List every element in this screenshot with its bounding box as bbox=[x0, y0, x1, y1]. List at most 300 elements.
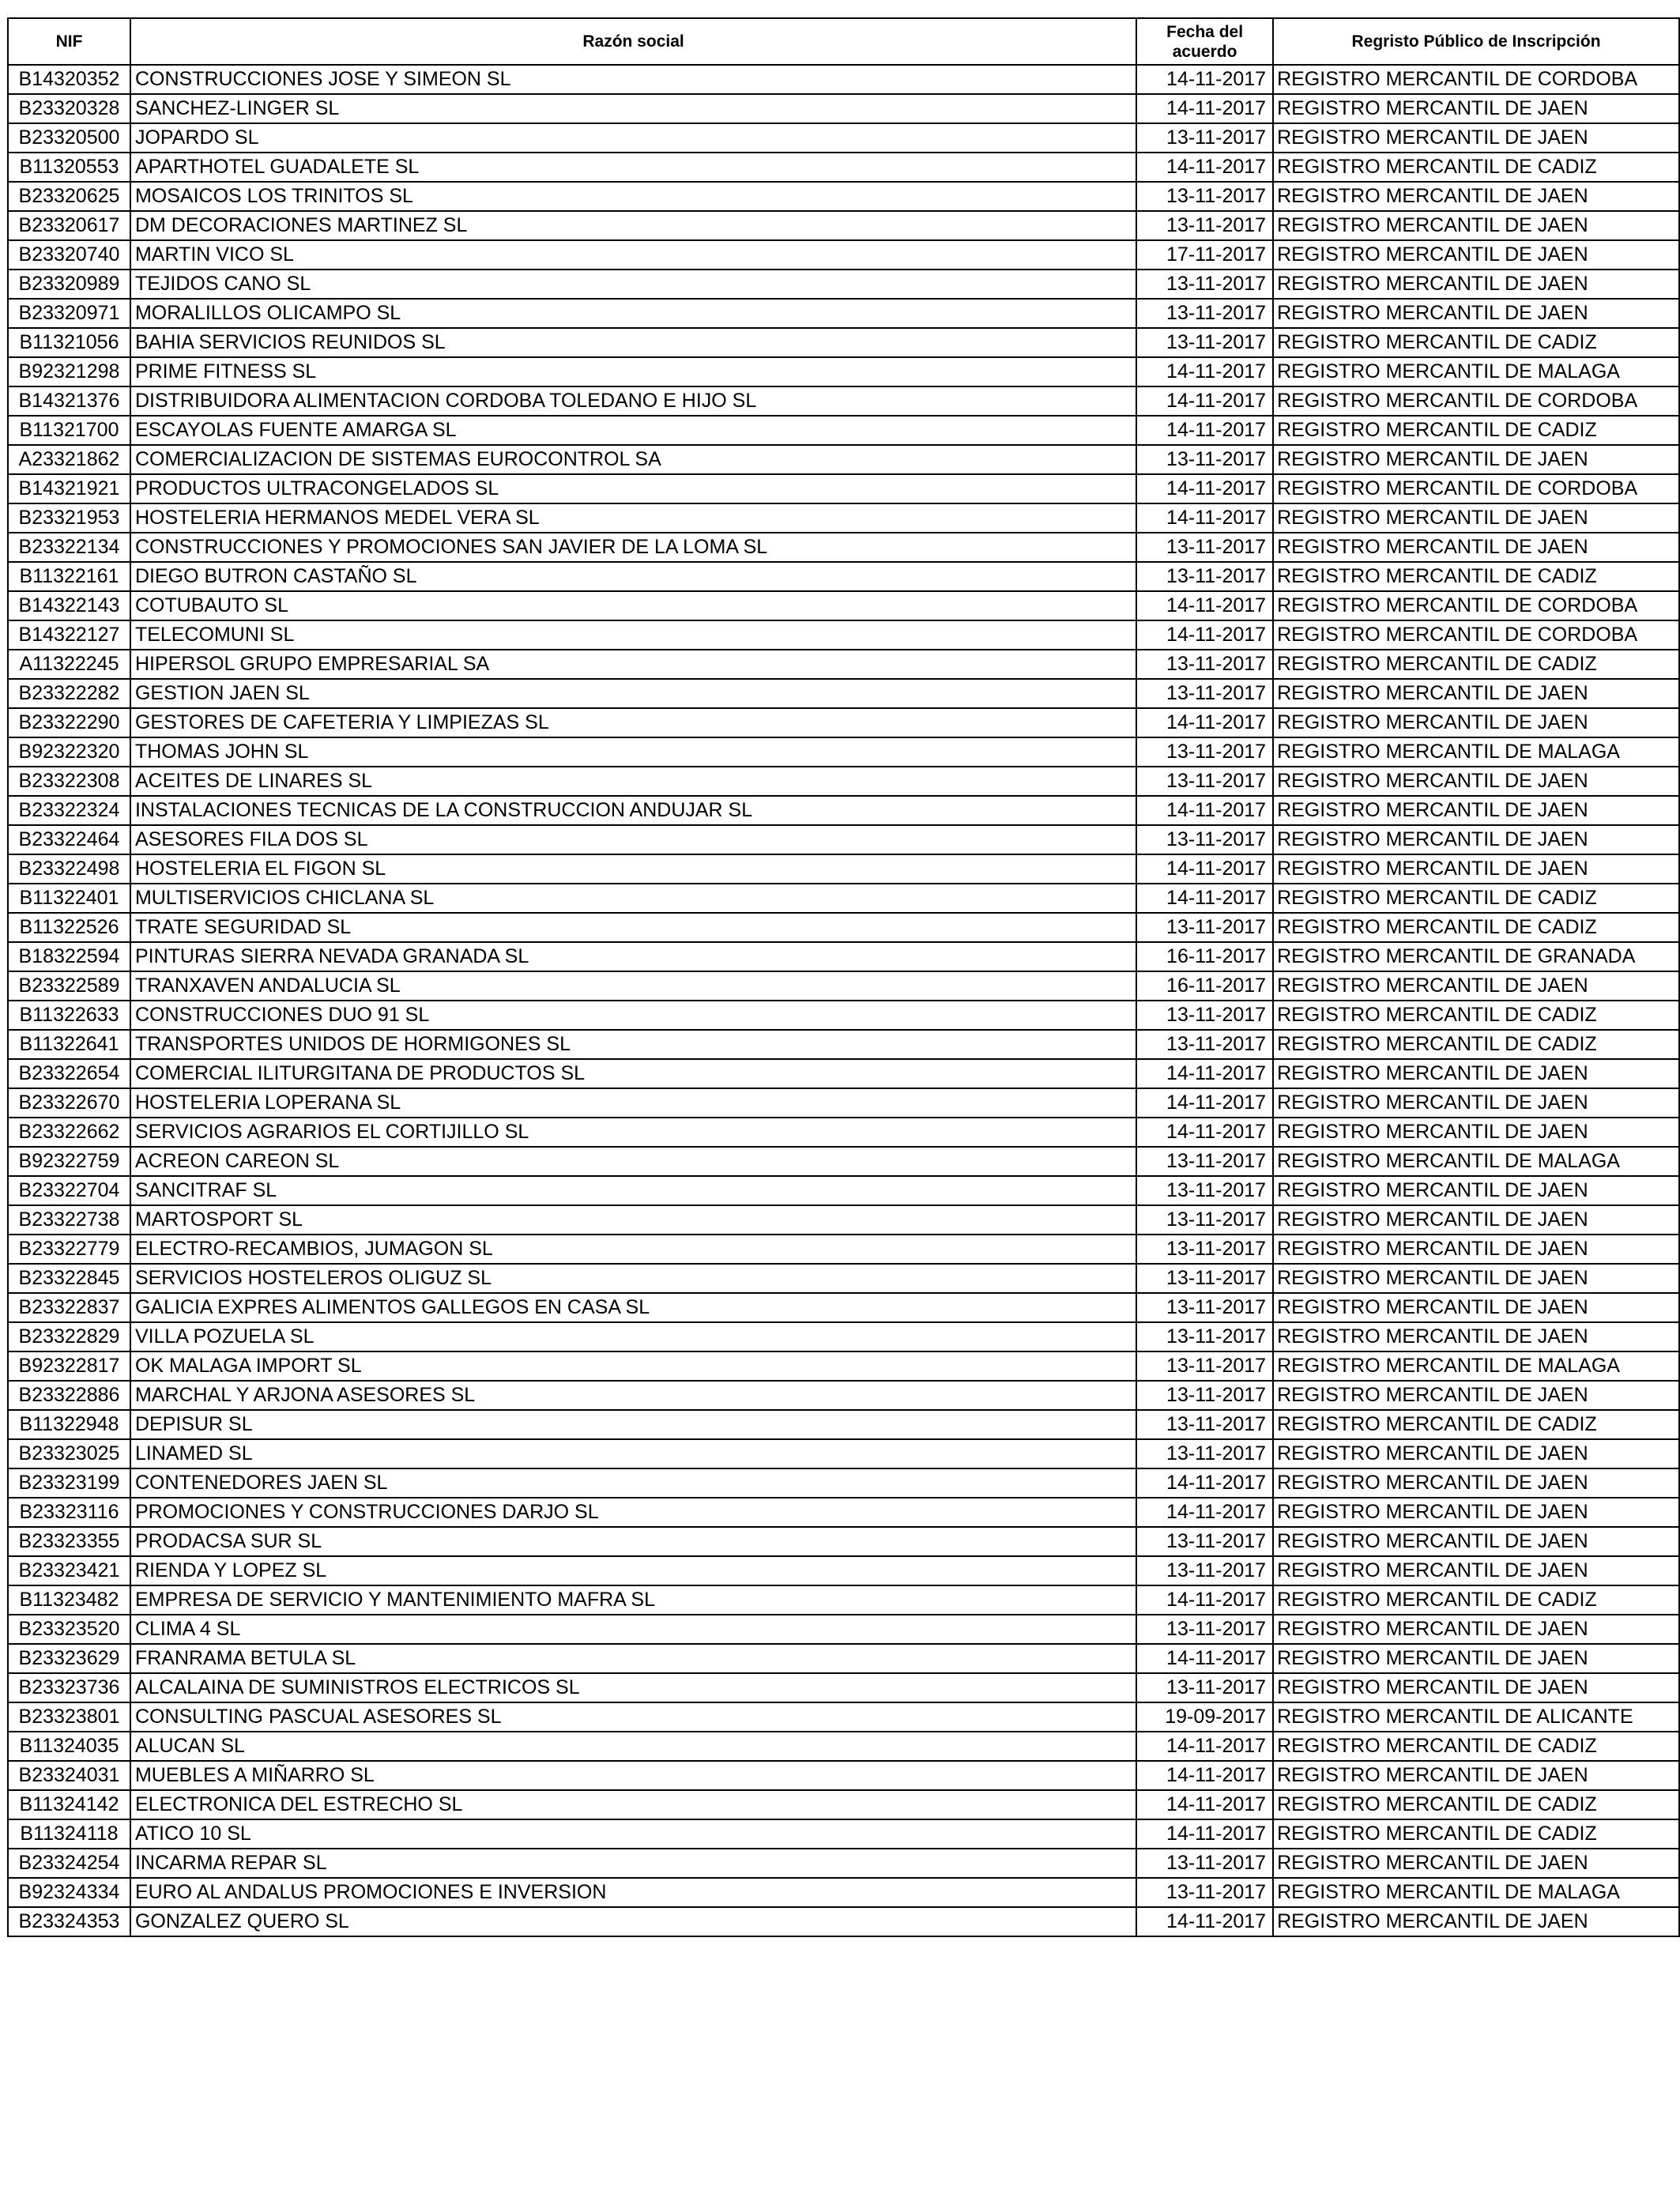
fecha-cell: 13-11-2017 bbox=[1136, 767, 1273, 796]
nif-cell: B92322817 bbox=[8, 1351, 130, 1381]
razon-social-cell: EMPRESA DE SERVICIO Y MANTENIMIENTO MAFRA SL bbox=[130, 1585, 1136, 1615]
nif-cell: B23322498 bbox=[8, 854, 130, 884]
nif-cell: B23322837 bbox=[8, 1293, 130, 1322]
table-row bbox=[8, 1468, 1679, 1498]
razon-social-cell: CONSTRUCCIONES DUO 91 SL bbox=[130, 1001, 1136, 1030]
razon-social-cell: MARCHAL Y ARJONA ASESORES SL bbox=[130, 1381, 1136, 1410]
table-body bbox=[8, 65, 1679, 1936]
fecha-cell: 13-11-2017 bbox=[1136, 1264, 1273, 1293]
table-row bbox=[8, 1819, 1679, 1849]
fecha-cell: 13-11-2017 bbox=[1136, 1615, 1273, 1644]
registro-cell: REGISTRO MERCANTIL DE JAEN bbox=[1273, 299, 1679, 328]
fecha-cell: 13-11-2017 bbox=[1136, 1849, 1273, 1878]
table-row bbox=[8, 503, 1679, 533]
razon-social-cell: MARTOSPORT SL bbox=[130, 1205, 1136, 1235]
razon-social-cell: MULTISERVICIOS CHICLANA SL bbox=[130, 884, 1136, 913]
table-row bbox=[8, 708, 1679, 737]
nif-cell: B23320617 bbox=[8, 211, 130, 240]
nif-cell: B23321953 bbox=[8, 503, 130, 533]
razon-social-cell: DISTRIBUIDORA ALIMENTACION CORDOBA TOLEDANO E HIJO SL bbox=[130, 386, 1136, 416]
nif-cell: B23320971 bbox=[8, 299, 130, 328]
nif-cell: B11322633 bbox=[8, 1001, 130, 1030]
table-row bbox=[8, 123, 1679, 153]
table-row bbox=[8, 1001, 1679, 1030]
registro-cell: REGISTRO MERCANTIL DE JAEN bbox=[1273, 211, 1679, 240]
fecha-cell: 14-11-2017 bbox=[1136, 1732, 1273, 1761]
nif-cell: B23322779 bbox=[8, 1235, 130, 1264]
nif-cell: B23323116 bbox=[8, 1498, 130, 1527]
table-row bbox=[8, 1556, 1679, 1585]
nif-cell: B11321056 bbox=[8, 328, 130, 357]
table-row bbox=[8, 620, 1679, 650]
nif-cell: B23322845 bbox=[8, 1264, 130, 1293]
nif-cell: B23322290 bbox=[8, 708, 130, 737]
registro-cell: REGISTRO MERCANTIL DE JAEN bbox=[1273, 1439, 1679, 1468]
nif-cell: B23322654 bbox=[8, 1059, 130, 1088]
table-row bbox=[8, 1088, 1679, 1118]
registro-cell: REGISTRO MERCANTIL DE CADIZ bbox=[1273, 328, 1679, 357]
table-row bbox=[8, 153, 1679, 182]
razon-social-cell: SANCHEZ-LINGER SL bbox=[130, 94, 1136, 123]
registro-cell: REGISTRO MERCANTIL DE CADIZ bbox=[1273, 1410, 1679, 1439]
nif-cell: B11322526 bbox=[8, 913, 130, 942]
table-row bbox=[8, 1439, 1679, 1468]
table-row bbox=[8, 854, 1679, 884]
registro-cell: REGISTRO MERCANTIL DE JAEN bbox=[1273, 971, 1679, 1001]
razon-social-cell: GESTION JAEN SL bbox=[130, 679, 1136, 708]
nif-cell: B23322134 bbox=[8, 533, 130, 562]
registro-cell: REGISTRO MERCANTIL DE CADIZ bbox=[1273, 1790, 1679, 1819]
table-row bbox=[8, 1205, 1679, 1235]
razon-social-cell: CLIMA 4 SL bbox=[130, 1615, 1136, 1644]
registro-cell: REGISTRO MERCANTIL DE CADIZ bbox=[1273, 913, 1679, 942]
razon-social-cell: MOSAICOS LOS TRINITOS SL bbox=[130, 182, 1136, 211]
razon-social-cell: CONSULTING PASCUAL ASESORES SL bbox=[130, 1702, 1136, 1732]
nif-cell: B11324142 bbox=[8, 1790, 130, 1819]
header-row bbox=[8, 18, 1679, 65]
razon-social-cell: INSTALACIONES TECNICAS DE LA CONSTRUCCION ANDUJAR SL bbox=[130, 796, 1136, 825]
table-row bbox=[8, 182, 1679, 211]
fecha-cell: 13-11-2017 bbox=[1136, 1381, 1273, 1410]
razon-social-cell: FRANRAMA BETULA SL bbox=[130, 1644, 1136, 1673]
table-row bbox=[8, 386, 1679, 416]
razon-social-cell: PROMOCIONES Y CONSTRUCCIONES DARJO SL bbox=[130, 1498, 1136, 1527]
registro-cell: REGISTRO MERCANTIL DE JAEN bbox=[1273, 1498, 1679, 1527]
registro-cell: REGISTRO MERCANTIL DE CADIZ bbox=[1273, 416, 1679, 445]
table-row bbox=[8, 1790, 1679, 1819]
nif-cell: B11322641 bbox=[8, 1030, 130, 1059]
registro-cell: REGISTRO MERCANTIL DE MALAGA bbox=[1273, 357, 1679, 386]
fecha-cell: 14-11-2017 bbox=[1136, 708, 1273, 737]
nif-cell: A23321862 bbox=[8, 445, 130, 474]
razon-social-cell: COTUBAUTO SL bbox=[130, 591, 1136, 620]
razon-social-cell: VILLA POZUELA SL bbox=[130, 1322, 1136, 1351]
header-fecha-line2: acuerdo bbox=[1172, 42, 1237, 61]
registro-cell: REGISTRO MERCANTIL DE JAEN bbox=[1273, 1118, 1679, 1147]
registro-cell: REGISTRO MERCANTIL DE JAEN bbox=[1273, 1322, 1679, 1351]
table-row bbox=[8, 1907, 1679, 1936]
table-row bbox=[8, 1322, 1679, 1351]
razon-social-cell: ELECTRO-RECAMBIOS, JUMAGON SL bbox=[130, 1235, 1136, 1264]
table-row bbox=[8, 942, 1679, 971]
registro-cell: REGISTRO MERCANTIL DE CADIZ bbox=[1273, 562, 1679, 591]
nif-cell: B23323736 bbox=[8, 1673, 130, 1702]
fecha-cell: 16-11-2017 bbox=[1136, 942, 1273, 971]
fecha-cell: 14-11-2017 bbox=[1136, 1585, 1273, 1615]
nif-cell: B23320328 bbox=[8, 94, 130, 123]
nif-cell: B23323421 bbox=[8, 1556, 130, 1585]
header-fecha-line1: Fecha del bbox=[1166, 22, 1244, 41]
table-row bbox=[8, 825, 1679, 854]
table-row bbox=[8, 1702, 1679, 1732]
razon-social-cell: PRIME FITNESS SL bbox=[130, 357, 1136, 386]
table-row bbox=[8, 796, 1679, 825]
nif-cell: B23322704 bbox=[8, 1176, 130, 1205]
razon-social-cell: TELECOMUNI SL bbox=[130, 620, 1136, 650]
fecha-cell: 14-11-2017 bbox=[1136, 1819, 1273, 1849]
razon-social-cell: OK MALAGA IMPORT SL bbox=[130, 1351, 1136, 1381]
razon-social-cell: JOPARDO SL bbox=[130, 123, 1136, 153]
fecha-cell: 13-11-2017 bbox=[1136, 299, 1273, 328]
registro-cell: REGISTRO MERCANTIL DE JAEN bbox=[1273, 1527, 1679, 1556]
registro-cell: REGISTRO MERCANTIL DE JAEN bbox=[1273, 1176, 1679, 1205]
table-row bbox=[8, 1351, 1679, 1381]
razon-social-cell: GONZALEZ QUERO SL bbox=[130, 1907, 1136, 1936]
razon-social-cell: COMERCIALIZACION DE SISTEMAS EUROCONTROL SA bbox=[130, 445, 1136, 474]
nif-cell: B23322886 bbox=[8, 1381, 130, 1410]
fecha-cell: 13-11-2017 bbox=[1136, 1351, 1273, 1381]
header-registro: Regristo Público de Inscripción bbox=[1273, 18, 1679, 65]
fecha-cell: 16-11-2017 bbox=[1136, 971, 1273, 1001]
razon-social-cell: COMERCIAL ILITURGITANA DE PRODUCTOS SL bbox=[130, 1059, 1136, 1088]
registro-cell: REGISTRO MERCANTIL DE JAEN bbox=[1273, 1615, 1679, 1644]
nif-cell: B92322320 bbox=[8, 737, 130, 767]
razon-social-cell: PINTURAS SIERRA NEVADA GRANADA SL bbox=[130, 942, 1136, 971]
table-row bbox=[8, 767, 1679, 796]
registro-cell: REGISTRO MERCANTIL DE MALAGA bbox=[1273, 1147, 1679, 1176]
nif-cell: B11320553 bbox=[8, 153, 130, 182]
fecha-cell: 14-11-2017 bbox=[1136, 474, 1273, 503]
fecha-cell: 14-11-2017 bbox=[1136, 884, 1273, 913]
fecha-cell: 13-11-2017 bbox=[1136, 1673, 1273, 1702]
fecha-cell: 13-11-2017 bbox=[1136, 1293, 1273, 1322]
razon-social-cell: CONSTRUCCIONES Y PROMOCIONES SAN JAVIER DE LA LOMA SL bbox=[130, 533, 1136, 562]
registro-cell: REGISTRO MERCANTIL DE JAEN bbox=[1273, 1088, 1679, 1118]
razon-social-cell: CONTENEDORES JAEN SL bbox=[130, 1468, 1136, 1498]
registro-cell: REGISTRO MERCANTIL DE JAEN bbox=[1273, 1205, 1679, 1235]
table-row bbox=[8, 971, 1679, 1001]
razon-social-cell: ACEITES DE LINARES SL bbox=[130, 767, 1136, 796]
fecha-cell: 14-11-2017 bbox=[1136, 1790, 1273, 1819]
nif-cell: B23323520 bbox=[8, 1615, 130, 1644]
fecha-cell: 13-11-2017 bbox=[1136, 1176, 1273, 1205]
fecha-cell: 14-11-2017 bbox=[1136, 386, 1273, 416]
nif-cell: B11322161 bbox=[8, 562, 130, 591]
nif-cell: B11323482 bbox=[8, 1585, 130, 1615]
fecha-cell: 13-11-2017 bbox=[1136, 737, 1273, 767]
table-row bbox=[8, 270, 1679, 299]
razon-social-cell: ALUCAN SL bbox=[130, 1732, 1136, 1761]
nif-cell: B14321921 bbox=[8, 474, 130, 503]
razon-social-cell: HIPERSOL GRUPO EMPRESARIAL SA bbox=[130, 650, 1136, 679]
nif-cell: B23320989 bbox=[8, 270, 130, 299]
table-row bbox=[8, 1410, 1679, 1439]
table-row bbox=[8, 1644, 1679, 1673]
fecha-cell: 13-11-2017 bbox=[1136, 1147, 1273, 1176]
nif-cell: A11322245 bbox=[8, 650, 130, 679]
table-row bbox=[8, 1673, 1679, 1702]
table-row bbox=[8, 1030, 1679, 1059]
table-row bbox=[8, 1118, 1679, 1147]
razon-social-cell: TRANXAVEN ANDALUCIA SL bbox=[130, 971, 1136, 1001]
fecha-cell: 14-11-2017 bbox=[1136, 503, 1273, 533]
fecha-cell: 13-11-2017 bbox=[1136, 445, 1273, 474]
registro-cell: REGISTRO MERCANTIL DE CADIZ bbox=[1273, 1732, 1679, 1761]
fecha-cell: 14-11-2017 bbox=[1136, 1468, 1273, 1498]
registro-cell: REGISTRO MERCANTIL DE CADIZ bbox=[1273, 884, 1679, 913]
nif-cell: B92321298 bbox=[8, 357, 130, 386]
registro-cell: REGISTRO MERCANTIL DE CADIZ bbox=[1273, 1819, 1679, 1849]
nif-cell: B11322948 bbox=[8, 1410, 130, 1439]
fecha-cell: 13-11-2017 bbox=[1136, 825, 1273, 854]
nif-cell: B23323025 bbox=[8, 1439, 130, 1468]
registro-cell: REGISTRO MERCANTIL DE CORDOBA bbox=[1273, 474, 1679, 503]
registro-cell: REGISTRO MERCANTIL DE JAEN bbox=[1273, 679, 1679, 708]
registro-cell: REGISTRO MERCANTIL DE JAEN bbox=[1273, 94, 1679, 123]
registro-cell: REGISTRO MERCANTIL DE JAEN bbox=[1273, 1468, 1679, 1498]
table-row bbox=[8, 416, 1679, 445]
header-fecha-acuerdo bbox=[1136, 18, 1273, 65]
razon-social-cell: INCARMA REPAR SL bbox=[130, 1849, 1136, 1878]
fecha-cell: 14-11-2017 bbox=[1136, 620, 1273, 650]
fecha-cell: 14-11-2017 bbox=[1136, 796, 1273, 825]
companies-table bbox=[7, 17, 1680, 1937]
table-row bbox=[8, 1585, 1679, 1615]
fecha-cell: 13-11-2017 bbox=[1136, 1527, 1273, 1556]
razon-social-cell: ATICO 10 SL bbox=[130, 1819, 1136, 1849]
nif-cell: B23322670 bbox=[8, 1088, 130, 1118]
registro-cell: REGISTRO MERCANTIL DE JAEN bbox=[1273, 533, 1679, 562]
fecha-cell: 14-11-2017 bbox=[1136, 1088, 1273, 1118]
fecha-cell: 13-11-2017 bbox=[1136, 1322, 1273, 1351]
nif-cell: B23322738 bbox=[8, 1205, 130, 1235]
fecha-cell: 14-11-2017 bbox=[1136, 1644, 1273, 1673]
razon-social-cell: PRODACSA SUR SL bbox=[130, 1527, 1136, 1556]
table-row bbox=[8, 1264, 1679, 1293]
nif-cell: B18322594 bbox=[8, 942, 130, 971]
razon-social-cell: PRODUCTOS ULTRACONGELADOS SL bbox=[130, 474, 1136, 503]
fecha-cell: 14-11-2017 bbox=[1136, 416, 1273, 445]
fecha-cell: 13-11-2017 bbox=[1136, 182, 1273, 211]
fecha-cell: 13-11-2017 bbox=[1136, 913, 1273, 942]
nif-cell: B11321700 bbox=[8, 416, 130, 445]
table-row bbox=[8, 562, 1679, 591]
razon-social-cell: HOSTELERIA HERMANOS MEDEL VERA SL bbox=[130, 503, 1136, 533]
table-row bbox=[8, 240, 1679, 270]
registro-cell: REGISTRO MERCANTIL DE JAEN bbox=[1273, 1556, 1679, 1585]
razon-social-cell: HOSTELERIA LOPERANA SL bbox=[130, 1088, 1136, 1118]
nif-cell: B23322308 bbox=[8, 767, 130, 796]
registro-cell: REGISTRO MERCANTIL DE JAEN bbox=[1273, 1264, 1679, 1293]
registro-cell: REGISTRO MERCANTIL DE ALICANTE bbox=[1273, 1702, 1679, 1732]
razon-social-cell: MORALILLOS OLICAMPO SL bbox=[130, 299, 1136, 328]
fecha-cell: 13-11-2017 bbox=[1136, 1001, 1273, 1030]
header-razon-social: Razón social bbox=[130, 18, 1136, 65]
registro-cell: REGISTRO MERCANTIL DE JAEN bbox=[1273, 445, 1679, 474]
razon-social-cell: CONSTRUCCIONES JOSE Y SIMEON SL bbox=[130, 65, 1136, 94]
table-row bbox=[8, 94, 1679, 123]
razon-social-cell: GESTORES DE CAFETERIA Y LIMPIEZAS SL bbox=[130, 708, 1136, 737]
razon-social-cell: ELECTRONICA DEL ESTRECHO SL bbox=[130, 1790, 1136, 1819]
fecha-cell: 14-11-2017 bbox=[1136, 1761, 1273, 1790]
registro-cell: REGISTRO MERCANTIL DE JAEN bbox=[1273, 796, 1679, 825]
registro-cell: REGISTRO MERCANTIL DE CORDOBA bbox=[1273, 620, 1679, 650]
fecha-cell: 14-11-2017 bbox=[1136, 65, 1273, 94]
fecha-cell: 13-11-2017 bbox=[1136, 1205, 1273, 1235]
registro-cell: REGISTRO MERCANTIL DE JAEN bbox=[1273, 1849, 1679, 1878]
table-row bbox=[8, 1615, 1679, 1644]
razon-social-cell: TEJIDOS CANO SL bbox=[130, 270, 1136, 299]
registro-cell: REGISTRO MERCANTIL DE JAEN bbox=[1273, 708, 1679, 737]
fecha-cell: 13-11-2017 bbox=[1136, 270, 1273, 299]
nif-cell: B23322282 bbox=[8, 679, 130, 708]
registro-cell: REGISTRO MERCANTIL DE CADIZ bbox=[1273, 1001, 1679, 1030]
fecha-cell: 13-11-2017 bbox=[1136, 1878, 1273, 1907]
fecha-cell: 14-11-2017 bbox=[1136, 153, 1273, 182]
fecha-cell: 13-11-2017 bbox=[1136, 1439, 1273, 1468]
razon-social-cell: APARTHOTEL GUADALETE SL bbox=[130, 153, 1136, 182]
table-row bbox=[8, 1527, 1679, 1556]
registro-cell: REGISTRO MERCANTIL DE JAEN bbox=[1273, 825, 1679, 854]
nif-cell: B14321376 bbox=[8, 386, 130, 416]
registro-cell: REGISTRO MERCANTIL DE CORDOBA bbox=[1273, 386, 1679, 416]
fecha-cell: 14-11-2017 bbox=[1136, 1059, 1273, 1088]
razon-social-cell: ASESORES FILA DOS SL bbox=[130, 825, 1136, 854]
table-row bbox=[8, 1147, 1679, 1176]
registro-cell: REGISTRO MERCANTIL DE JAEN bbox=[1273, 1381, 1679, 1410]
nif-cell: B23323355 bbox=[8, 1527, 130, 1556]
razon-social-cell: RIENDA Y LOPEZ SL bbox=[130, 1556, 1136, 1585]
table-row bbox=[8, 679, 1679, 708]
fecha-cell: 13-11-2017 bbox=[1136, 533, 1273, 562]
razon-social-cell: TRANSPORTES UNIDOS DE HORMIGONES SL bbox=[130, 1030, 1136, 1059]
table-row bbox=[8, 1498, 1679, 1527]
registro-cell: REGISTRO MERCANTIL DE CADIZ bbox=[1273, 1030, 1679, 1059]
table-row bbox=[8, 65, 1679, 94]
table-row bbox=[8, 1235, 1679, 1264]
razon-social-cell: SERVICIOS HOSTELEROS OLIGUZ SL bbox=[130, 1264, 1136, 1293]
registro-cell: REGISTRO MERCANTIL DE GRANADA bbox=[1273, 942, 1679, 971]
fecha-cell: 14-11-2017 bbox=[1136, 854, 1273, 884]
nif-cell: B23323629 bbox=[8, 1644, 130, 1673]
registro-cell: REGISTRO MERCANTIL DE JAEN bbox=[1273, 1644, 1679, 1673]
fecha-cell: 14-11-2017 bbox=[1136, 591, 1273, 620]
registro-cell: REGISTRO MERCANTIL DE JAEN bbox=[1273, 1235, 1679, 1264]
nif-cell: B23320740 bbox=[8, 240, 130, 270]
table-row bbox=[8, 1293, 1679, 1322]
nif-cell: B23322662 bbox=[8, 1118, 130, 1147]
fecha-cell: 13-11-2017 bbox=[1136, 211, 1273, 240]
razon-social-cell: TRATE SEGURIDAD SL bbox=[130, 913, 1136, 942]
registro-cell: REGISTRO MERCANTIL DE CORDOBA bbox=[1273, 65, 1679, 94]
fecha-cell: 13-11-2017 bbox=[1136, 679, 1273, 708]
registro-cell: REGISTRO MERCANTIL DE JAEN bbox=[1273, 240, 1679, 270]
fecha-cell: 17-11-2017 bbox=[1136, 240, 1273, 270]
razon-social-cell: ACREON CAREON SL bbox=[130, 1147, 1136, 1176]
fecha-cell: 14-11-2017 bbox=[1136, 1907, 1273, 1936]
nif-cell: B11324035 bbox=[8, 1732, 130, 1761]
fecha-cell: 13-11-2017 bbox=[1136, 1556, 1273, 1585]
registro-cell: REGISTRO MERCANTIL DE MALAGA bbox=[1273, 737, 1679, 767]
fecha-cell: 14-11-2017 bbox=[1136, 357, 1273, 386]
nif-cell: B23320625 bbox=[8, 182, 130, 211]
fecha-cell: 13-11-2017 bbox=[1136, 650, 1273, 679]
nif-cell: B23324031 bbox=[8, 1761, 130, 1790]
razon-social-cell: SANCITRAF SL bbox=[130, 1176, 1136, 1205]
table-row bbox=[8, 211, 1679, 240]
razon-social-cell: HOSTELERIA EL FIGON SL bbox=[130, 854, 1136, 884]
fecha-cell: 13-11-2017 bbox=[1136, 1235, 1273, 1264]
registro-cell: REGISTRO MERCANTIL DE CADIZ bbox=[1273, 153, 1679, 182]
razon-social-cell: GALICIA EXPRES ALIMENTOS GALLEGOS EN CASA SL bbox=[130, 1293, 1136, 1322]
nif-cell: B14322143 bbox=[8, 591, 130, 620]
fecha-cell: 14-11-2017 bbox=[1136, 94, 1273, 123]
table-row bbox=[8, 1849, 1679, 1878]
razon-social-cell: DEPISUR SL bbox=[130, 1410, 1136, 1439]
nif-cell: B23323801 bbox=[8, 1702, 130, 1732]
nif-cell: B23322464 bbox=[8, 825, 130, 854]
fecha-cell: 14-11-2017 bbox=[1136, 1498, 1273, 1527]
nif-cell: B23322324 bbox=[8, 796, 130, 825]
nif-cell: B23320500 bbox=[8, 123, 130, 153]
razon-social-cell: EURO AL ANDALUS PROMOCIONES E INVERSION bbox=[130, 1878, 1136, 1907]
razon-social-cell: BAHIA SERVICIOS REUNIDOS SL bbox=[130, 328, 1136, 357]
table-row bbox=[8, 884, 1679, 913]
razon-social-cell: DIEGO BUTRON CASTAÑO SL bbox=[130, 562, 1136, 591]
table-row bbox=[8, 1732, 1679, 1761]
razon-social-cell: ALCALAINA DE SUMINISTROS ELECTRICOS SL bbox=[130, 1673, 1136, 1702]
registro-cell: REGISTRO MERCANTIL DE JAEN bbox=[1273, 1761, 1679, 1790]
table-row bbox=[8, 299, 1679, 328]
registro-cell: REGISTRO MERCANTIL DE CORDOBA bbox=[1273, 591, 1679, 620]
razon-social-cell: DM DECORACIONES MARTINEZ SL bbox=[130, 211, 1136, 240]
table-row bbox=[8, 1059, 1679, 1088]
registro-cell: REGISTRO MERCANTIL DE JAEN bbox=[1273, 1907, 1679, 1936]
table-row bbox=[8, 328, 1679, 357]
fecha-cell: 14-11-2017 bbox=[1136, 1118, 1273, 1147]
razon-social-cell: THOMAS JOHN SL bbox=[130, 737, 1136, 767]
table-row bbox=[8, 1761, 1679, 1790]
fecha-cell: 13-11-2017 bbox=[1136, 1030, 1273, 1059]
nif-cell: B92324334 bbox=[8, 1878, 130, 1907]
registro-cell: REGISTRO MERCANTIL DE JAEN bbox=[1273, 1673, 1679, 1702]
registro-cell: REGISTRO MERCANTIL DE JAEN bbox=[1273, 1293, 1679, 1322]
razon-social-cell: MARTIN VICO SL bbox=[130, 240, 1136, 270]
registro-cell: REGISTRO MERCANTIL DE JAEN bbox=[1273, 270, 1679, 299]
table-row bbox=[8, 913, 1679, 942]
razon-social-cell: LINAMED SL bbox=[130, 1439, 1136, 1468]
table-row bbox=[8, 445, 1679, 474]
registro-cell: REGISTRO MERCANTIL DE JAEN bbox=[1273, 123, 1679, 153]
nif-cell: B11324118 bbox=[8, 1819, 130, 1849]
fecha-cell: 13-11-2017 bbox=[1136, 328, 1273, 357]
nif-cell: B23322829 bbox=[8, 1322, 130, 1351]
nif-cell: B92322759 bbox=[8, 1147, 130, 1176]
registro-cell: REGISTRO MERCANTIL DE JAEN bbox=[1273, 1059, 1679, 1088]
registro-cell: REGISTRO MERCANTIL DE CADIZ bbox=[1273, 1585, 1679, 1615]
header-nif: NIF bbox=[8, 18, 130, 65]
fecha-cell: 13-11-2017 bbox=[1136, 1410, 1273, 1439]
